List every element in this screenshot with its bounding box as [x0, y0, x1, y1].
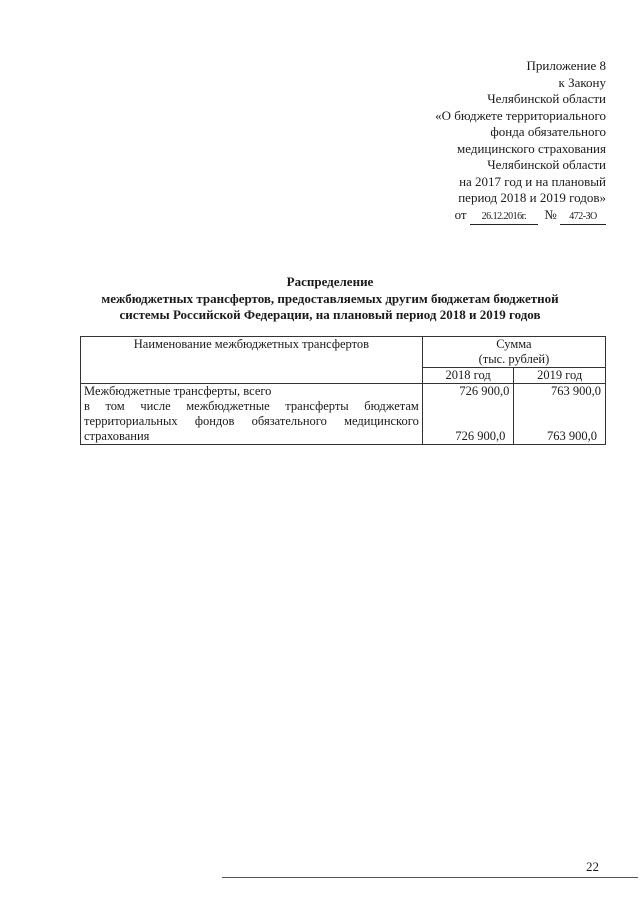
header-year-2018: 2018 год — [422, 368, 514, 384]
title-line-2: межбюджетных трансфертов, предоставляемых другим бюджетам бюджетной — [101, 290, 559, 306]
table-row — [81, 384, 606, 445]
law-date: 26.12.2016г. — [470, 210, 538, 225]
header-year-2019: 2019 год — [514, 368, 606, 384]
appendix-line: Челябинской области — [487, 91, 606, 106]
appendix-line: медицинского страхования — [457, 140, 606, 156]
sub-2018: 726 900,0 — [455, 429, 506, 443]
row-2019-cell — [514, 384, 606, 445]
row-name-cell — [81, 384, 423, 445]
row-sub-label: в том числе межбюджетные трансферты бюджетам территориальных фондов обязательного медицинского страхования — [84, 399, 419, 443]
row-total-label: Межбюджетные трансферты, всего — [84, 384, 272, 398]
row-2018-cell — [422, 384, 514, 445]
appendix-line: «О бюджете территориального — [435, 107, 606, 123]
appendix-line: на 2017 год и на плановый — [459, 173, 606, 189]
appendix-line: период 2018 и 2019 годов» — [458, 190, 606, 205]
appendix-header — [435, 58, 606, 225]
header-unit: (тыс. рублей) — [478, 352, 550, 366]
title-line-3: системы Российской Федерации, на плановый период 2018 и 2019 годов — [119, 307, 541, 322]
law-number: 472-ЗО — [560, 210, 606, 225]
title-line-1: Распределение — [286, 274, 374, 289]
total-2018: 726 900,0 — [459, 384, 510, 398]
document-title — [60, 274, 600, 324]
appendix-line: фонда обязательного — [490, 124, 606, 139]
date-prefix: от — [454, 206, 467, 222]
transfers-table — [80, 336, 606, 445]
total-2019: 763 900,0 — [551, 384, 601, 398]
law-date-number — [435, 207, 606, 225]
page-number: 22 — [586, 859, 599, 874]
header-sum-label: Сумма — [496, 337, 532, 351]
appendix-line: Приложение 8 — [526, 58, 606, 73]
appendix-line: к Закону — [558, 74, 606, 90]
header-name: Наименование межбюджетных трансфертов — [81, 337, 423, 384]
sub-2019: 763 900,0 — [547, 429, 597, 443]
appendix-line: Челябинской области — [487, 157, 606, 172]
number-prefix: № — [544, 206, 557, 222]
footer-divider — [222, 877, 638, 878]
header-sum — [422, 337, 605, 368]
